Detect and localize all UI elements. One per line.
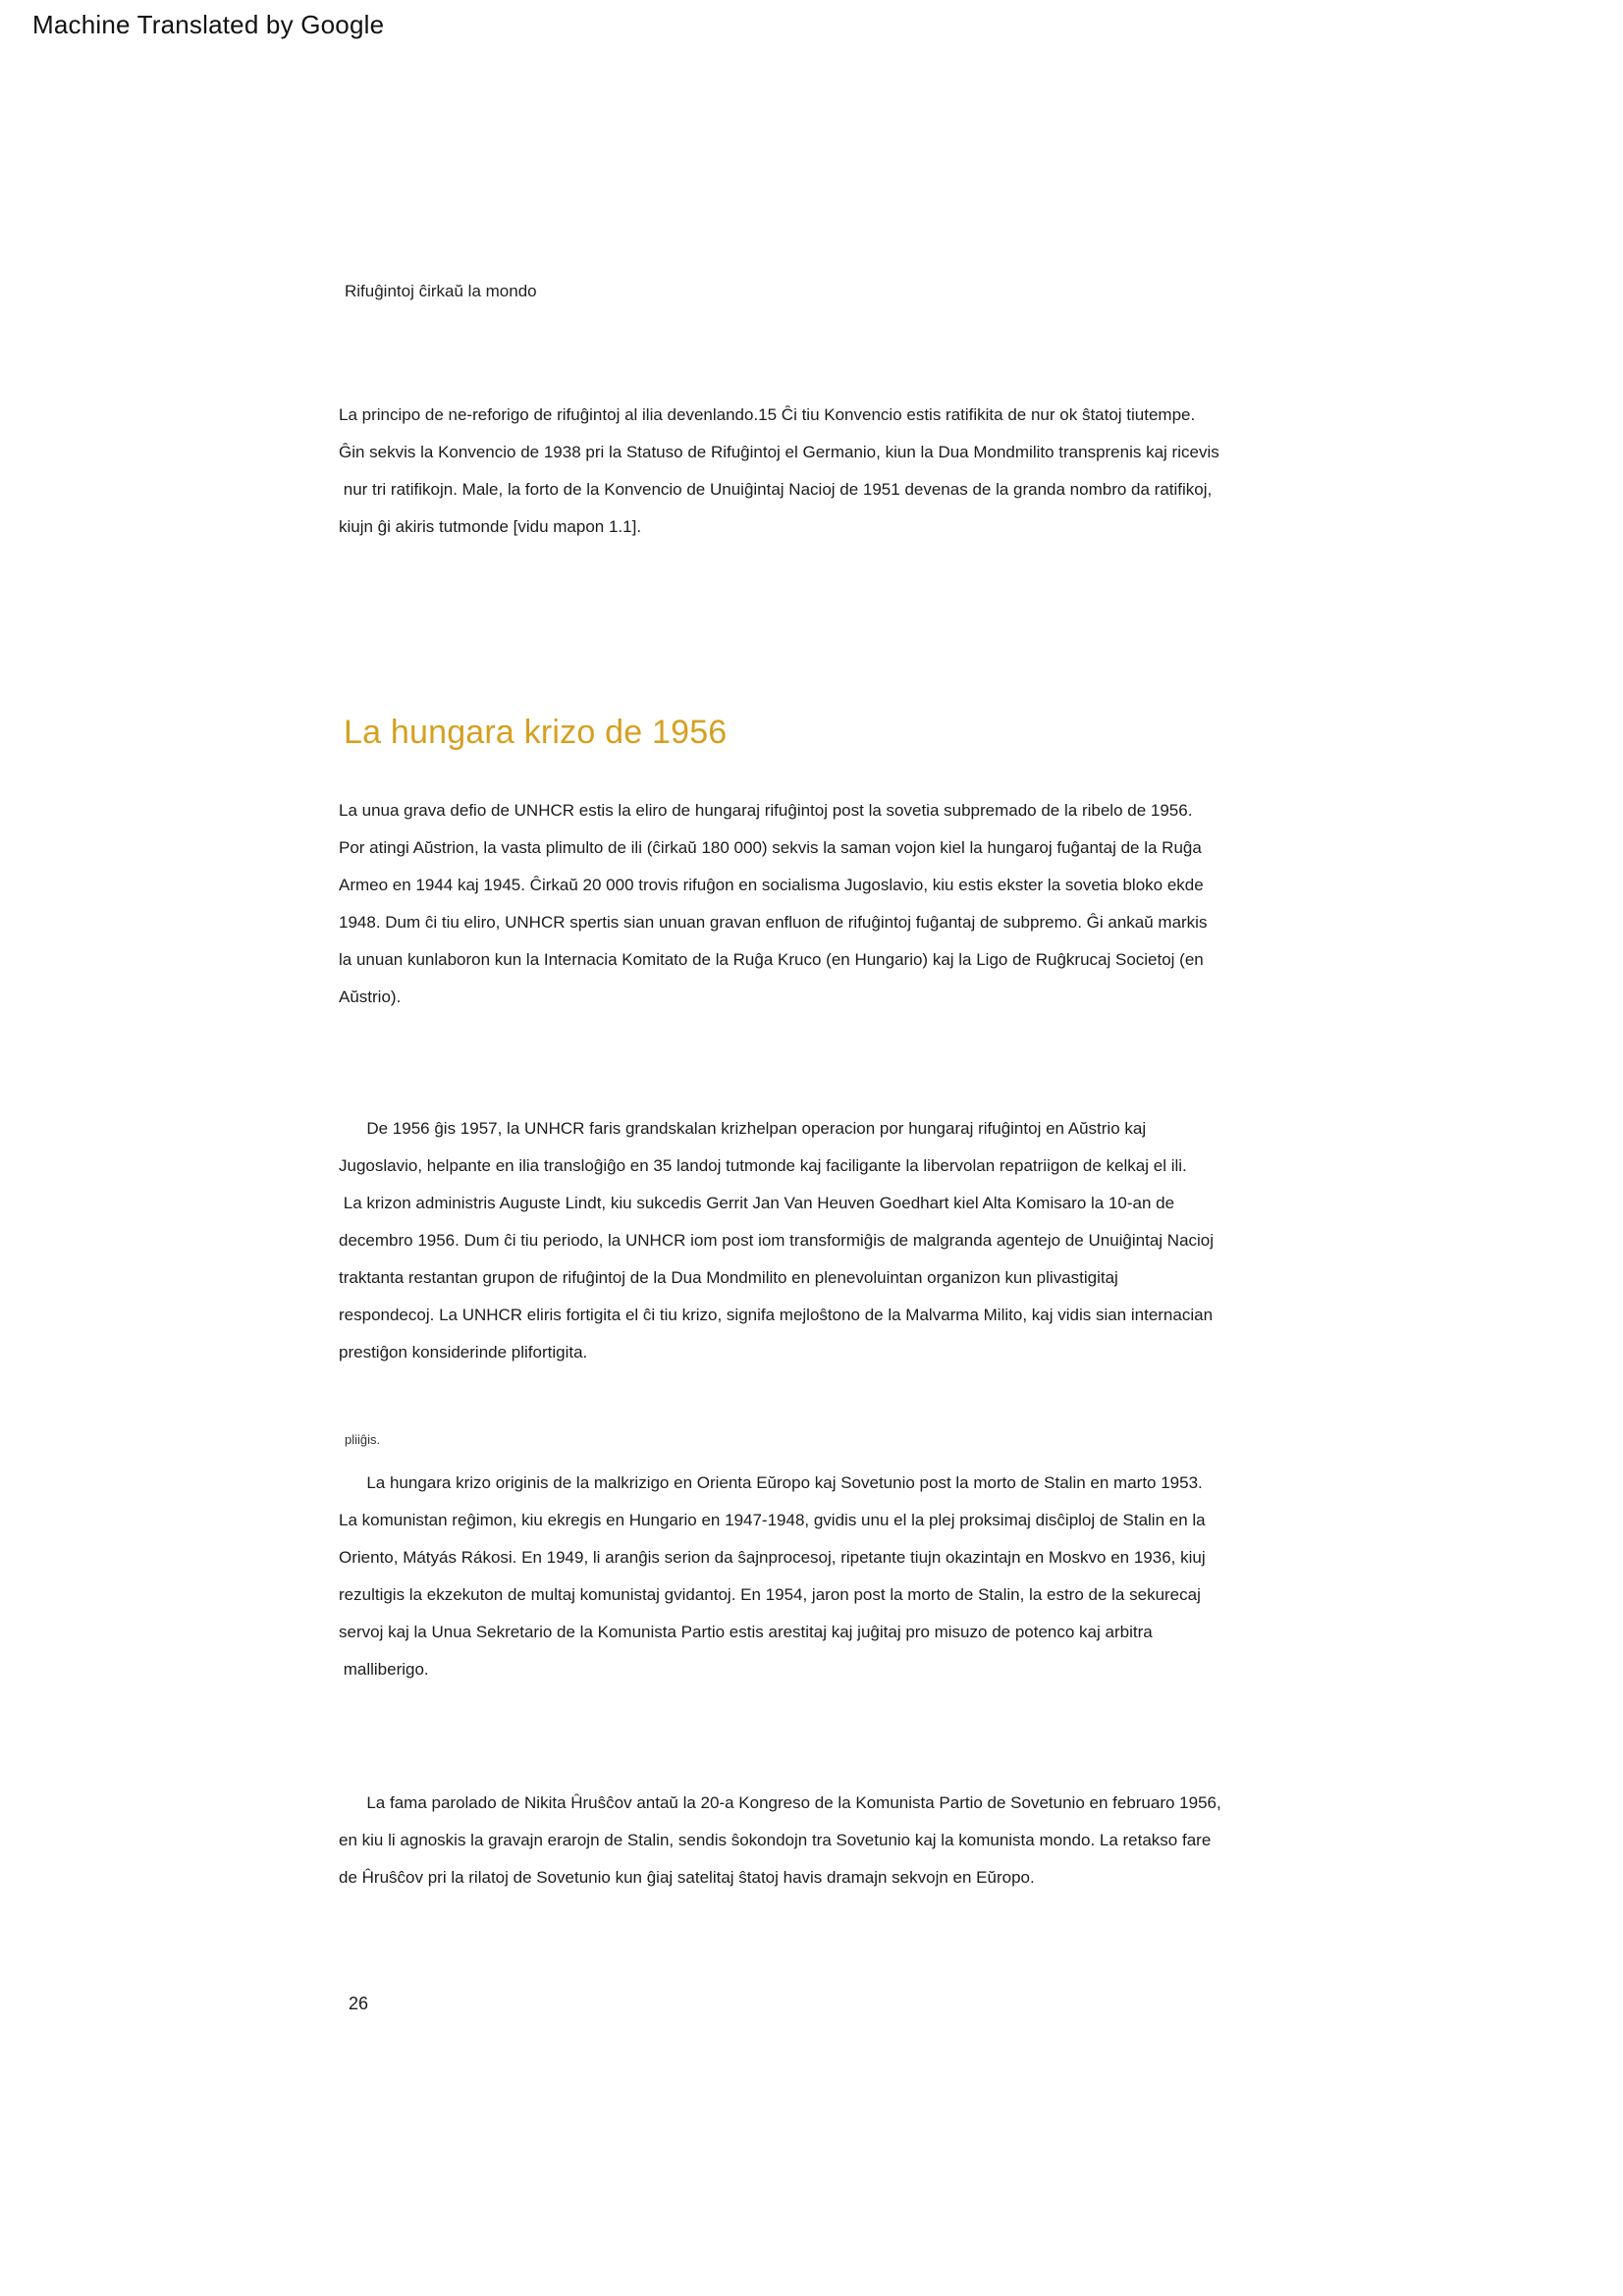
text-line: decembro 1956. Dum ĉi tiu periodo, la UNHCR iom post iom transformiĝis de malgranda agentejo de Unuiĝintaj Nacioj <box>339 1231 1215 1250</box>
stray-footnote-text: pliiĝis. <box>345 1432 381 1447</box>
text-line: Ĝin sekvis la Konvencio de 1938 pri la Statuso de Rifuĝintoj el Germanio, kiun la Dua Mondmilito transprenis kaj ricevis <box>339 443 1219 461</box>
text-line: La principo de ne-reforigo de rifuĝintoj al ilia devenlando.15 Ĉi tiu Konvencio estis ratifikita de nur ok ŝtatoj tiutempe. <box>339 405 1196 424</box>
text-line: de Ĥruŝĉov pri la rilatoj de Sovetunio kun ĝiaj satelitaj ŝtatoj havis dramajn sekvojn en Eŭropo. <box>339 1868 1035 1887</box>
text-line: la unuan kunlaboron kun la Internacia Komitato de la Ruĝa Kruco (en Hungario) kaj la Ligo de Ruĝkrucaj Societoj (en <box>339 950 1204 969</box>
text-line: en kiu li agnoskis la gravajn erarojn de Stalin, sendis ŝokondojn tra Sovetunio kaj la komunista mondo. La retakso fare <box>339 1831 1212 1849</box>
text-line: La hungara krizo originis de la malkrizigo en Orienta Eŭropo kaj Sovetunio post la morto de Stalin en marto 1953. <box>339 1473 1203 1492</box>
text-line: Aŭstrio). <box>339 988 402 1006</box>
text-line: nur tri ratifikojn. Male, la forto de la Konvencio de Unuiĝintaj Nacioj de 1951 devenas de la granda nombro da ratifikoj, <box>339 480 1213 499</box>
running-header: Rifuĝintoj ĉirkaŭ la mondo <box>345 282 537 300</box>
text-line: La komunistan reĝimon, kiu ekregis en Hungario en 1947-1948, gvidis unu el la plej proksimaj disĉiploj de Stalin en la <box>339 1511 1206 1529</box>
text-line: Jugoslavio, helpante en ilia transloĝiĝo en 35 landoj tutmonde kaj faciligante la libervolan repatriigon de kelkaj el ili. <box>339 1156 1187 1175</box>
page-number: 26 <box>349 1994 369 2013</box>
text-line: rezultigis la ekzekuton de multaj komunistaj gvidantoj. En 1954, jaron post la morto de Stalin, la estro de la sekurecaj <box>339 1585 1201 1604</box>
text-line: Armeo en 1944 kaj 1945. Ĉirkaŭ 20 000 trovis rifuĝon en socialisma Jugoslavio, kiu estis ekster la sovetia bloko ekde <box>339 876 1204 894</box>
text-line: La fama parolado de Nikita Ĥruŝĉov antaŭ la 20-a Kongreso de la Komunista Partio de Sovetunio en februaro 1956, <box>339 1793 1221 1812</box>
text-line: servoj kaj la Unua Sekretario de la Komunista Partio estis arestitaj kaj juĝitaj pro misuzo de potenco kaj arbitra <box>339 1623 1153 1641</box>
text-line: Oriento, Mátyás Rákosi. En 1949, li aranĝis serion da ŝajnprocesoj, ripetante tiujn okazintajn en Moskvo en 1936, kiuj <box>339 1548 1206 1567</box>
text-line: La krizon administris Auguste Lindt, kiu sukcedis Gerrit Jan Van Heuven Goedhart kiel Alta Komisaro la 10-an de <box>339 1194 1175 1212</box>
text-line: kiujn ĝi akiris tutmonde [vidu mapon 1.1]. <box>339 517 642 536</box>
text-line: De 1956 ĝis 1957, la UNHCR faris grandskalan krizhelpan operacion por hungaraj rifuĝintoj en Aŭstrio kaj <box>339 1119 1147 1138</box>
paragraph-unhcr-operation <box>339 1110 1365 1371</box>
paragraph-hungarian-exodus <box>339 792 1365 1016</box>
section-heading: La hungara krizo de 1956 <box>344 713 728 751</box>
text-line: 1948. Dum ĉi tiu eliro, UNHCR spertis sian unuan gravan enfluon de rifuĝintoj fuĝantaj de subpremo. Ĝi ankaŭ markis <box>339 913 1208 932</box>
text-line: Por atingi Aŭstrion, la vasta plimulto de ili (ĉirkaŭ 180 000) sekvis la saman vojon kiel la hungaroj fuĝantaj de la Ruĝa <box>339 838 1202 857</box>
text-line: respondecoj. La UNHCR eliris fortigita el ĉi tiu krizo, signifa mejloŝtono de la Malvarma Milito, kaj vidis sian internacian <box>339 1306 1214 1324</box>
text-line: prestiĝon konsiderinde plifortigita. <box>339 1343 588 1362</box>
paragraph-refoulement-principle <box>339 397 1365 546</box>
text-line: La unua grava defio de UNHCR estis la eliro de hungaraj rifuĝintoj post la sovetia subpremado de la ribelo de 1956. <box>339 801 1193 820</box>
paragraph-crisis-origins <box>339 1465 1365 1688</box>
machine-translated-banner: Machine Translated by Google <box>32 10 385 39</box>
text-line: malliberigo. <box>339 1660 429 1679</box>
text-line: traktanta restantan grupon de rifuĝintoj de la Dua Mondmilito en plenevoluintan organizon kun plivastigitaj <box>339 1268 1118 1287</box>
paragraph-khrushchev-speech <box>339 1785 1365 1896</box>
